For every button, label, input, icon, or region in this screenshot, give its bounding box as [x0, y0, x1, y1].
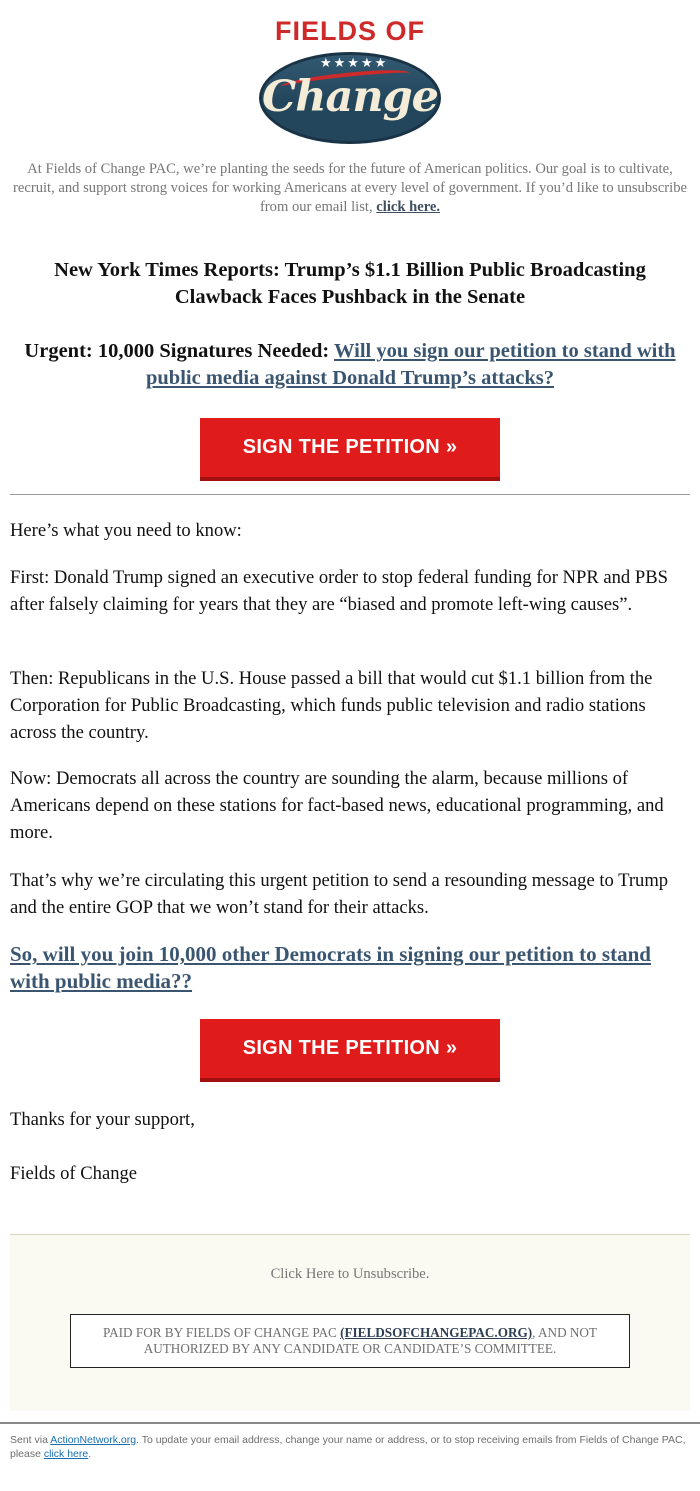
body-paragraph-3: Then: Republicans in the U.S. House passed a bill that would cut $1.1 billion from the Corporation for Public Broadcasting, which funds public television and radio stations across the country. [10, 668, 653, 743]
headline: New York Times Reports: Trump’s $1.1 Billion Public Broadcasting Clawback Faces Pushback in the Senate [54, 259, 646, 308]
intro-text [10, 160, 690, 217]
sent-via-mid: . To update your email address, change your name or address, or to stop receiving emails from Fields of Change PAC, please [10, 1434, 686, 1460]
divider [10, 494, 690, 495]
petition-link-bottom[interactable]: So, will you join 10,000 other Democrats in signing our petition to stand with public media?? [10, 942, 651, 993]
sign-petition-button-top[interactable]: SIGN THE PETITION » [200, 418, 500, 481]
body-paragraph-5: That’s why we’re circulating this urgent petition to send a resounding message to Trump and the entire GOP that we won’t stand for their attacks. [10, 870, 669, 918]
signoff-text: Fields of Change [10, 1163, 138, 1184]
disclaimer-pre: PAID FOR BY FIELDS OF CHANGE PAC [103, 1325, 337, 1340]
petition-link-top[interactable]: Will you sign our petition to stand with public media against Donald Trump’s attacks? [146, 340, 676, 389]
urgent-lead: Urgent: 10,000 Signatures Needed: [24, 340, 330, 362]
sent-via-pre: Sent via [10, 1434, 48, 1446]
body-paragraph-2: First: Donald Trump signed an executive order to stop federal funding for NPR and PBS after falsely claiming for years that they are “biased and promote left-wing causes”. [10, 567, 668, 615]
petition-cta [10, 941, 690, 995]
logo-main-text: Change [261, 72, 439, 122]
fields-of-change-logo [250, 14, 450, 136]
paid-for-disclaimer [70, 1314, 630, 1368]
disclaimer-site-link[interactable]: (FIELDSOFCHANGEPAC.ORG) [340, 1325, 533, 1340]
sign-petition-button-bottom[interactable]: SIGN THE PETITION » [200, 1019, 500, 1082]
logo-stars-icon: ★★★★★ [320, 56, 389, 71]
manage-subscription-link[interactable]: click here [43, 1448, 89, 1460]
disclaimer-post: , AND NOT AUTHORIZED BY ANY CANDIDATE OR CANDIDATE’S COMMITTEE. [143, 1325, 597, 1356]
intro-body: At Fields of Change PAC, we’re planting the seeds for the future of American politics. Our goal is to cultivate, recruit, and support strong voices for working Americans at every level of government. If you’d like to unsubscribe from our email list, [13, 161, 687, 215]
actionnetwork-link[interactable]: ActionNetwork.org [50, 1434, 137, 1446]
thanks-text: Thanks for your support, [10, 1109, 195, 1130]
logo-top-text: FIELDS OF [275, 16, 425, 46]
footer-panel [10, 1234, 690, 1411]
footer-divider [0, 1422, 700, 1424]
sent-via-end: . [88, 1448, 92, 1460]
urgent-callout [10, 338, 690, 392]
intro-unsubscribe-link[interactable]: click here. [376, 199, 441, 215]
sent-via-text [10, 1433, 690, 1461]
footer-unsubscribe-link[interactable]: Click Here to Unsubscribe. [270, 1266, 430, 1282]
body-paragraph-4: Now: Democrats all across the country are sounding the alarm, because millions of Americans depend on these stations for fact-based news, educational programming, and more. [10, 768, 664, 843]
body-paragraph-1: Here’s what you need to know: [10, 520, 242, 541]
